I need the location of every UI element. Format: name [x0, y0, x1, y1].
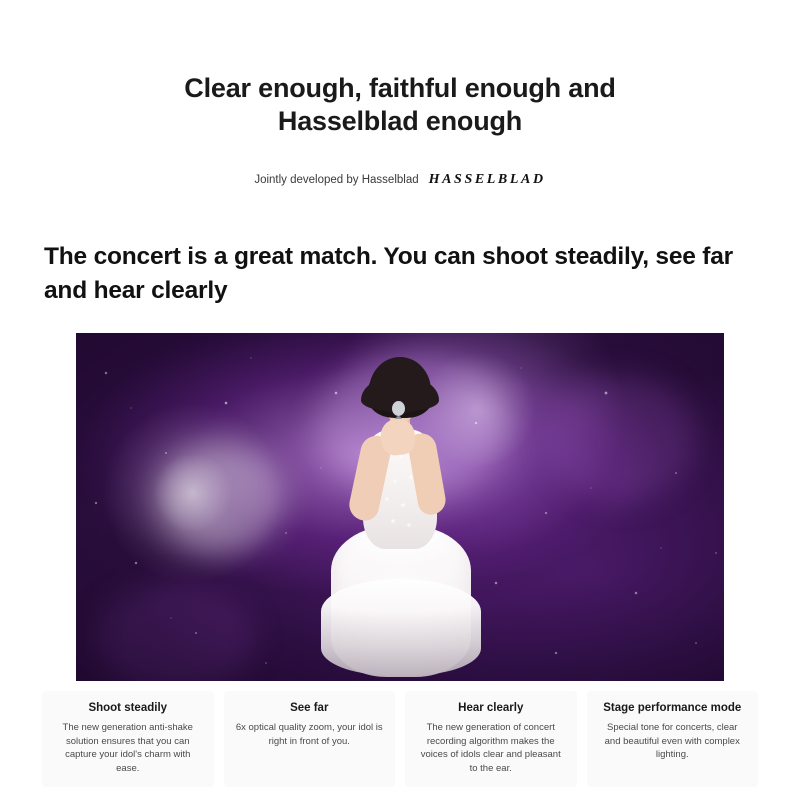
feature-title: Shoot steadily: [88, 702, 168, 715]
feature-card-hear-clearly: [405, 691, 577, 787]
hero-subtitle-text: Jointly developed by Hasselblad: [254, 173, 419, 186]
feature-card-list: [42, 691, 758, 787]
page-title: [120, 72, 680, 138]
page-title-line-2: Hasselblad enough: [277, 105, 523, 136]
feature-card-shoot-steadily: [42, 691, 214, 787]
feature-card-stage-performance-mode: [587, 691, 759, 787]
concert-stage-image: [76, 333, 724, 681]
singer-figure: [285, 349, 515, 681]
feature-description: The new generation anti-shake solution ensures that you can capture your idol's charm with ease.: [62, 722, 193, 774]
feature-description: Special tone for concerts, clear and beautiful even with complex lighting.: [604, 722, 740, 761]
feature-description: 6x optical quality zoom, your idol is right in front of you.: [235, 722, 383, 747]
microphone-icon: [392, 401, 405, 416]
feature-description: The new generation of concert recording algorithm makes the voices of idols clear and pleasant to the ear.: [420, 722, 561, 774]
hero-subtitle: [0, 172, 800, 188]
feature-title: See far: [290, 702, 329, 715]
page-title-line-1: Clear enough, faithful enough and: [184, 73, 616, 103]
feature-card-see-far: [224, 691, 396, 787]
feature-title: Hear clearly: [458, 702, 524, 715]
hasselblad-logo: HASSELBLAD: [428, 171, 546, 187]
section-heading: The concert is a great match. You can shoot steadily, see far and hear clearly: [44, 242, 734, 304]
feature-title: Stage performance mode: [603, 702, 742, 715]
hero-section: [0, 0, 800, 188]
